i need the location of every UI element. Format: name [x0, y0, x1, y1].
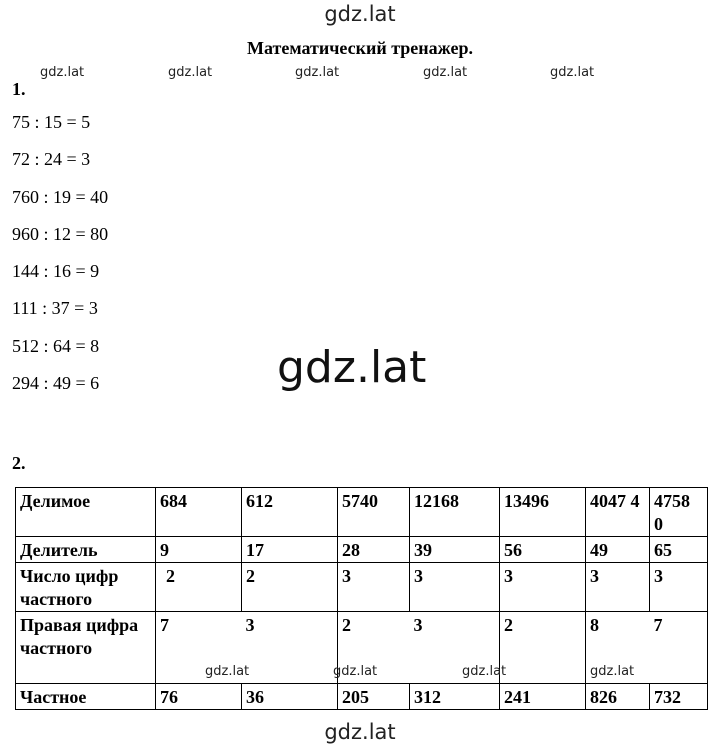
table-row	[16, 537, 708, 563]
watermark-small: gdz.lat	[550, 65, 595, 80]
table-cell: 39	[410, 537, 500, 563]
table-cell: 684	[156, 488, 242, 537]
equation-list	[12, 113, 108, 411]
table-cell: 3	[586, 563, 650, 612]
table-cell: 49	[586, 537, 650, 563]
table-cell: 2	[242, 563, 338, 612]
watermark-small: gdz.lat	[168, 65, 213, 80]
table-cell: 56	[500, 537, 586, 563]
watermark-center: gdz.lat	[277, 342, 427, 393]
table-cell: 612	[242, 488, 338, 537]
section-1-number: 1.	[12, 79, 26, 99]
watermark-small: gdz.lat	[40, 65, 85, 80]
watermark-bottom: gdz.lat	[324, 720, 396, 744]
equation: 512 : 64 = 8	[12, 335, 100, 356]
equation: 111 : 37 = 3	[12, 298, 98, 319]
table-cell: 3	[500, 563, 586, 612]
table-cell: 5740	[338, 488, 410, 537]
table-cell: 36	[242, 684, 338, 710]
table-cell: 17	[242, 537, 338, 563]
row-label-right-digit: Правая цифра частного	[16, 612, 156, 684]
row-label-digit-count: Число цифр частного	[16, 563, 156, 612]
equation: 144 : 16 = 9	[12, 261, 100, 282]
equation: 960 : 12 = 80	[12, 223, 109, 244]
table-cell: 241	[500, 684, 586, 710]
table-row	[16, 488, 708, 537]
equation: 75 : 15 = 5	[12, 112, 91, 132]
table-cell: 3	[650, 563, 708, 612]
table-cell: 28	[338, 537, 410, 563]
page-title: Математический тренажер.	[247, 38, 473, 58]
table-cell: 3	[242, 612, 338, 684]
equation: 72 : 24 = 3	[12, 149, 91, 170]
table-cell: 12168	[410, 488, 500, 537]
table-cell: 7	[650, 612, 708, 684]
table-cell: 2	[156, 563, 242, 612]
table-cell: 732	[650, 684, 708, 710]
table-cell: 3	[410, 612, 500, 684]
table-cell: 2	[500, 612, 586, 684]
table-cell: 4047 4	[586, 488, 650, 537]
row-label-divisor: Делитель	[16, 537, 156, 563]
equation: 294 : 49 = 6	[12, 373, 100, 394]
row-label-dividend: Делимое	[16, 488, 156, 537]
section-2-number: 2.	[12, 453, 26, 473]
table-row	[16, 563, 708, 612]
table-cell: 312	[410, 684, 500, 710]
table-cell: 4758 0	[650, 488, 708, 537]
table-cell: 65	[650, 537, 708, 563]
watermark-small: gdz.lat	[205, 664, 250, 679]
table-cell: 3	[338, 563, 410, 612]
equation: 760 : 19 = 40	[12, 186, 109, 207]
row-label-quotient: Частное	[16, 684, 156, 710]
table-cell: 76	[156, 684, 242, 710]
table-cell: 13496	[500, 488, 586, 537]
table-cell: 205	[338, 684, 410, 710]
watermark-small: gdz.lat	[295, 65, 340, 80]
table-cell: 8	[586, 612, 650, 684]
table-cell: 3	[410, 563, 500, 612]
watermark-small: gdz.lat	[423, 65, 468, 80]
watermark-top: gdz.lat	[324, 2, 396, 26]
table-cell: 826	[586, 684, 650, 710]
watermark-small: gdz.lat	[333, 664, 378, 679]
watermark-small: gdz.lat	[462, 664, 507, 679]
watermark-small: gdz.lat	[590, 664, 635, 679]
table-cell: 7	[156, 612, 242, 684]
table-cell: 2	[338, 612, 410, 684]
table-row	[16, 684, 708, 710]
table-cell: 9	[156, 537, 242, 563]
